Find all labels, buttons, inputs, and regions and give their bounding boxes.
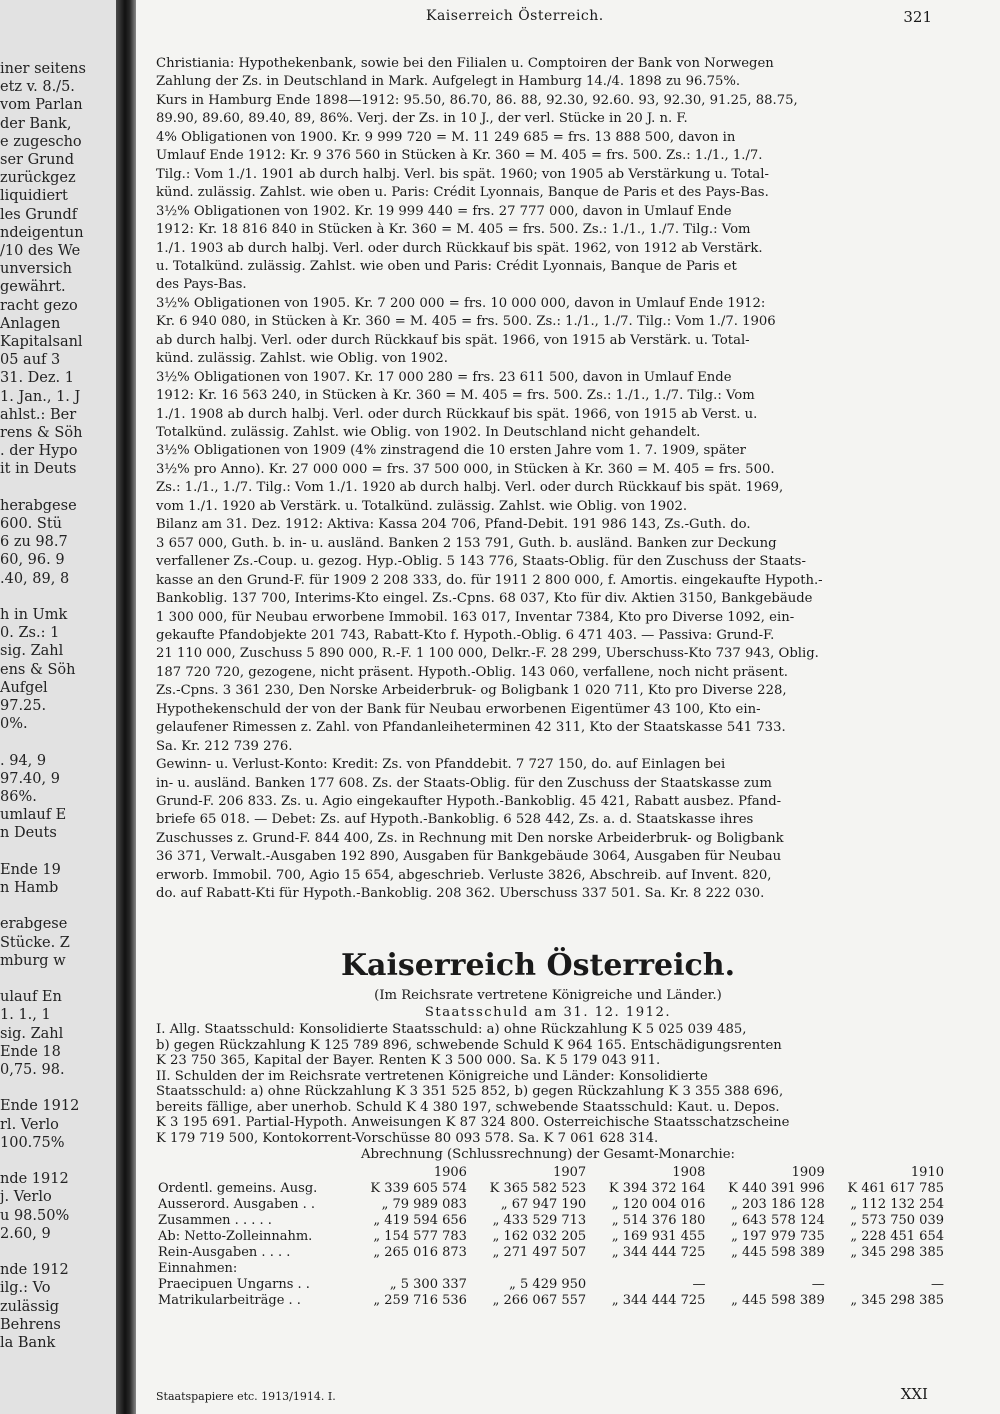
left-page-line: Stücke. Z xyxy=(0,934,70,951)
left-page-line: erabgese xyxy=(0,916,68,933)
left-page-line: nde 1912 xyxy=(0,1171,69,1188)
text-line: do. auf Rabatt-Kti für Hypoth.-Bankoblig. 208 362. Überschuss 337 501. Sa. Kr. 8 222 030. xyxy=(156,886,765,902)
row-label: Ausserord. Ausgaben . . xyxy=(158,1197,316,1212)
row-label: Matrikularbeiträge . . xyxy=(158,1293,301,1308)
text-line: 1./1. 1908 ab durch halbj. Verl. oder durch Rückkauf bis spät. 1966, von 1915 ab Verst. u. xyxy=(156,406,758,422)
table-cell: „ 643 578 124 xyxy=(731,1213,825,1228)
left-page-line: liquidiert xyxy=(0,188,68,205)
table-cell: „ 433 529 713 xyxy=(492,1213,587,1228)
table-cell: „ 266 067 557 xyxy=(492,1293,587,1308)
left-page-line: nde 1912 xyxy=(0,1262,69,1279)
text-line: Gewinn- u. Verlust-Konto: Kredit: Zs. von Pfanddebit. 7 727 150, do. auf Einlagen bei xyxy=(156,757,726,773)
left-page-line: Ende 1912 xyxy=(0,1098,80,1115)
left-page-line: 31. Dez. 1 xyxy=(0,370,74,387)
text-line: erworb. Immobil. 700, Agio 15 654, abgeschrieb. Verluste 3826, Abschreib. auf Invent. 820, xyxy=(156,867,772,883)
left-page-line: 1. Jan., 1. J xyxy=(0,388,81,405)
text-line: u. Totalkünd. zulässig. Zahlst. wie oben und Paris: Crédit Lyonnais, Banque de Paris et xyxy=(156,258,737,274)
text-line: Staatsschuld: a) ohne Rückzahlung K 3 351 525 852, b) gegen Rückzahlung K 3 355 388 696, xyxy=(156,1084,784,1099)
table-row xyxy=(156,1245,946,1261)
left-page-line: mburg w xyxy=(0,952,66,969)
left-page-line: ulauf En xyxy=(0,989,62,1006)
text-line: Sa. Kr. 212 739 276. xyxy=(156,738,293,754)
left-page-line: 2.60, 9 xyxy=(0,1225,51,1242)
table-header-label xyxy=(156,1165,350,1181)
table-cell: „ 203 186 128 xyxy=(731,1197,825,1212)
left-page-line: 1. 1., 1 xyxy=(0,1007,51,1024)
row-label: Zusammen . . . . . xyxy=(158,1213,272,1228)
table-cell: „ 445 598 389 xyxy=(731,1293,825,1308)
table-cell: — xyxy=(692,1277,706,1292)
table-cell: „ 573 750 039 xyxy=(850,1213,944,1228)
text-line: Christiania: Hypothekenbank, sowie bei den Filialen u. Comptoiren der Bank von Norwegen xyxy=(156,56,774,71)
text-line: 1912: Kr. 16 563 240, in Stücken à Kr. 360 = M. 405 = frs. 500. Zs.: 1./1., 1./7. Tilg.: Vom xyxy=(156,388,755,404)
text-line: des Pays-Bas. xyxy=(156,277,247,293)
year-header: 1910 xyxy=(910,1165,944,1180)
left-page-line: 0,75. 98. xyxy=(0,1062,65,1078)
table-cell xyxy=(588,1261,707,1277)
table-cell: K 394 372 164 xyxy=(608,1181,706,1196)
left-page-line: der Bank, xyxy=(0,115,72,132)
left-page-line: h in Umk xyxy=(0,607,68,623)
left-page-line: 97.25. xyxy=(0,698,47,714)
row-label: Ordentl. gemeins. Ausg. xyxy=(158,1181,318,1196)
left-page-fragment xyxy=(0,0,118,1414)
text-line: 1./1. 1903 ab durch halbj. Verl. oder durch Rückkauf bis spät. 1962, von 1912 ab Verstärk. xyxy=(156,240,763,256)
table-row xyxy=(156,1213,946,1229)
text-line: Kurs in Hamburg Ende 1898—1912: 95.50, 86.70, 86. 88, 92.30, 92.60. 93, 92.30, 91.25, 88.75, xyxy=(156,92,798,108)
left-page-line: 97.40, 9 xyxy=(0,770,60,787)
table-cell: „ 112 132 254 xyxy=(850,1197,944,1212)
left-page-line: 86%. xyxy=(0,789,37,805)
table-cell: „ 259 716 536 xyxy=(373,1293,467,1308)
text-line: in- u. ausländ. Banken 177 608. Zs. der Staats-Oblig. für den Zuschuss der Staatskasse zum xyxy=(156,775,772,791)
table-cell: „ 265 016 873 xyxy=(373,1245,467,1260)
left-page-line: .40, 89, 8 xyxy=(0,570,70,587)
table-cell: K 365 582 523 xyxy=(489,1181,587,1196)
left-page-line: iner seitens xyxy=(0,61,86,77)
table-row xyxy=(156,1261,946,1277)
left-page-line: Aufgel xyxy=(0,679,48,696)
text-line: Totalkünd. zulässig. Zahlst. wie Oblig. von 1902. In Deutschland nicht gehandelt. xyxy=(156,425,701,440)
table-row xyxy=(156,1181,946,1197)
table-cell: K 440 391 996 xyxy=(728,1181,825,1196)
table-cell: „ 419 594 656 xyxy=(373,1213,467,1228)
left-page-line: e zugescho xyxy=(0,133,82,150)
table-row xyxy=(156,1197,946,1213)
left-page-line: unversich xyxy=(0,261,72,278)
left-page-line: herabgese xyxy=(0,497,77,514)
text-line: 89.90, 89.60, 89.40, 89, 86%. Verj. der Zs. in 10 J., der verl. Stücke in 20 J. n. F. xyxy=(156,111,688,127)
text-line: 4% Obligationen von 1900. Kr. 9 999 720 = M. 11 249 685 = frs. 13 888 500, davon in xyxy=(156,129,736,145)
left-page-line: 6 zu 98.7 xyxy=(0,534,68,551)
left-page-line: j. Verlo xyxy=(0,1189,52,1206)
row-label: Praecipuen Ungarns . . xyxy=(158,1277,310,1292)
text-line: I. Allg. Staatsschuld: Konsolidierte Staatsschuld: a) ohne Rückzahlung K 5 025 039 485, xyxy=(156,1022,747,1037)
left-page-line: . 94, 9 xyxy=(0,752,47,769)
year-header: 1907 xyxy=(553,1165,587,1180)
left-page-line: zulässig xyxy=(0,1298,60,1315)
left-page-line: /10 des We xyxy=(0,243,81,259)
text-line: b) gegen Rückzahlung K 125 789 896, schwebende Schuld K 964 165. Entschädigungsrenten xyxy=(156,1037,782,1053)
left-page-line: ahlst.: Ber xyxy=(0,406,77,423)
text-line: II. Schulden der im Reichsrate vertretenen Königreiche und Länder: Konsolidierte xyxy=(156,1068,708,1084)
text-line: bereits fällige, aber unerhob. Schuld K 4 380 197, schwebende Staatsschuld: Kaut. u. Depos. xyxy=(156,1099,780,1115)
left-page-line: la Bank xyxy=(0,1335,56,1351)
left-page-line: Anlagen xyxy=(0,315,61,332)
text-line: Tilg.: Vom 1./1. 1901 ab durch halbj. Verl. bis spät. 1960; von 1905 ab Verstärkung u. Total- xyxy=(156,166,769,182)
left-page-line: 100.75% xyxy=(0,1134,65,1151)
text-line: Bankoblig. 137 700, Interims-Kto eingel. Zs.-Cpns. 68 037, Kto für div. Aktien 3150, Bankgebäude xyxy=(156,591,813,607)
left-page-line: umlauf E xyxy=(0,807,67,824)
text-line: Zuschusses z. Grund-F. 844 400, Zs. in Rechnung mit Den norske Arbeiderbruk- og Boligbank xyxy=(156,830,784,846)
text-line: künd. zulässig. Zahlst. wie oben u. Paris: Crédit Lyonnais, Banque de Paris et des Pays-Bas. xyxy=(156,185,769,201)
text-line: Kr. 6 940 080, in Stücken à Kr. 360 = M. 405 = frs. 500. Zs.: 1./1., 1./7. Tilg.: Vom 1./7. 1906 xyxy=(156,314,776,330)
table-cell: — xyxy=(931,1277,944,1292)
left-page-line: . der Hypo xyxy=(0,443,78,460)
budget-table xyxy=(156,1165,946,1309)
text-line: 3½% Obligationen von 1909 (4% zinstragend die 10 ersten Jahre vom 1. 7. 1909, später xyxy=(156,443,746,459)
table-row xyxy=(156,1293,946,1309)
left-page-line: it in Deuts xyxy=(0,461,77,478)
right-page xyxy=(136,0,1000,1414)
text-line: 36 371, Verwalt.-Ausgaben 192 890, Ausgaben für Bankgebäude 3064, Ausgaben für Neubau xyxy=(156,849,782,865)
text-line: 1 300 000, für Neubau erworbene Immobil. 163 017, Inventar 7384, Kto pro Diverse 1092, ein- xyxy=(156,609,795,625)
table-row xyxy=(156,1277,946,1293)
table-cell: — xyxy=(811,1277,825,1292)
table-header-row xyxy=(156,1165,946,1181)
text-line: 187 720 720, gezogene, nicht präsent. Hypoth.-Oblig. 143 060, verfallene, noch nicht präsent. xyxy=(156,664,788,680)
table-cell: K 461 617 785 xyxy=(847,1181,944,1196)
section-subtitle: (Im Reichsrate vertretene Königreiche und Länder.) xyxy=(374,988,722,1003)
left-page-line: Ende 18 xyxy=(0,1043,61,1060)
left-page-line: Ende 19 xyxy=(0,861,61,878)
left-page-line: Behrens xyxy=(0,1316,61,1333)
text-line: K 23 750 365, Kapital der Bayer. Renten K 3 500 000. Sa. K 5 179 043 911. xyxy=(156,1053,661,1068)
table-cell: „ 345 298 385 xyxy=(850,1245,944,1260)
text-line: 21 110 000, Zuschuss 5 890 000, R.-F. 1 100 000, Delkr.-F. 28 299, Überschuss-Kto 737 943, Oblig. xyxy=(156,646,819,662)
text-line: Umlauf Ende 1912: Kr. 9 376 560 in Stücken à Kr. 360 = M. 405 = frs. 500. Zs.: 1./1., 1./7. xyxy=(156,148,763,164)
table-cell: K 339 605 574 xyxy=(370,1181,467,1196)
text-line: Hypothekenschuld der von der Bank für Neubau erworbenen Eigentümer 43 100, Kto ein- xyxy=(156,701,761,717)
left-page-line: sig. Zahl xyxy=(0,643,64,660)
table-cell xyxy=(350,1261,469,1277)
row-label: Ab: Netto-Zolleinnahm. xyxy=(158,1229,313,1244)
left-page-line: racht gezo xyxy=(0,297,78,314)
text-line: briefe 65 018. — Debet: Zs. auf Hypoth.-Bankoblig. 6 528 442, Zs. a. d. Staatskasse ihres xyxy=(156,812,754,828)
text-line: K 3 195 691. Partial-Hypoth. Anweisungen K 87 324 800. Österreichische Staatsschatzscheine xyxy=(156,1115,790,1130)
section-subheading: Staatsschuld am 31. 12. 1912. xyxy=(424,1005,672,1020)
text-line: K 179 719 500, Kontokorrent-Vorschüsse 80 093 578. Sa. K 7 061 628 314. xyxy=(156,1130,659,1146)
text-line: Zs.: 1./1., 1./7. Tilg.: Vom 1./1. 1920 ab durch halbj. Verl. oder durch Rückkauf bis spät. 1969, xyxy=(156,480,784,496)
text-line: 3½% Obligationen von 1907. Kr. 17 000 280 = frs. 23 611 500, davon in Umlauf Ende xyxy=(156,369,732,385)
left-page-line: rl. Verlo xyxy=(0,1116,59,1133)
left-page-line: ser Grund xyxy=(0,152,75,168)
left-page-line: etz v. 8./5. xyxy=(0,79,75,96)
text-line: gelaufener Rimessen z. Zahl. von Pfandanleiheterminen 42 311, Kto der Staatskasse 541 733. xyxy=(156,720,786,736)
text-line: Zs.-Cpns. 3 361 230, Den Norske Arbeiderbruk- og Boligbank 1 020 711, Kto pro Diverse 228, xyxy=(156,683,787,699)
table-cell: „ 120 004 016 xyxy=(611,1197,706,1212)
table-cell: „ 445 598 389 xyxy=(731,1245,825,1260)
section-title: Kaiserreich Österreich. xyxy=(340,948,736,983)
table-cell xyxy=(707,1261,826,1277)
table-cell: „ 169 931 455 xyxy=(611,1229,706,1244)
left-page-line: ens & Söh xyxy=(0,661,76,678)
text-line: kasse an den Grund-F. für 1909 2 208 333, do. für 1911 2 800 000, f. Amortis. eingekaufte Hypoth.- xyxy=(156,572,823,588)
page-number: 321 xyxy=(903,8,932,26)
signature-mark: XXI xyxy=(900,1385,928,1403)
row-label: Einnahmen: xyxy=(158,1261,238,1276)
table-cell xyxy=(827,1261,946,1277)
text-line: 3½% Obligationen von 1902. Kr. 19 999 440 = frs. 27 777 000, davon in Umlauf Ende xyxy=(156,203,732,219)
row-label: Rein-Ausgaben . . . . xyxy=(158,1245,291,1260)
left-page-line: 0. Zs.: 1 xyxy=(0,625,60,642)
table-cell: „ 345 298 385 xyxy=(850,1293,944,1308)
table-cell: „ 5 300 337 xyxy=(389,1277,467,1292)
table-caption: Abrechnung (Schlussrechnung) der Gesamt-Monarchie: xyxy=(360,1147,736,1162)
text-line: 3½% Obligationen von 1905. Kr. 7 200 000 = frs. 10 000 000, davon in Umlauf Ende 1912: xyxy=(156,295,766,311)
table-cell: „ 197 979 735 xyxy=(731,1229,825,1244)
text-line: ab durch halbj. Verl. oder durch Rückkauf bis spät. 1966, von 1915 ab Verstärk. u. Total- xyxy=(156,332,750,348)
text-line: gekaufte Pfandobjekte 201 743, Rabatt-Kto f. Hypoth.-Oblig. 6 471 403. — Passiva: Grund-F. xyxy=(156,627,775,643)
text-line: 1912: Kr. 18 816 840 in Stücken à Kr. 360 = M. 405 = frs. 500. Zs.: 1./1., 1./7. Tilg.: Vom xyxy=(156,222,751,238)
left-page-line: ilg.: Vo xyxy=(0,1280,51,1297)
year-header: 1908 xyxy=(672,1165,706,1180)
table-cell: „ 228 451 654 xyxy=(850,1229,944,1244)
text-line: vom 1./1. 1920 ab Verstärk. u. Totalkünd. zulässig. Zahlst. wie Oblig. von 1902. xyxy=(156,498,688,514)
table-cell: „ 344 444 725 xyxy=(611,1293,706,1308)
left-page-line: 600. Stü xyxy=(0,516,62,532)
left-page-line: n Deuts xyxy=(0,825,57,842)
table-cell xyxy=(469,1261,588,1277)
left-page-line: 0%. xyxy=(0,716,28,733)
left-page-line: ndeigentun xyxy=(0,224,84,241)
table-cell: „ 514 376 180 xyxy=(611,1213,706,1228)
text-line: Bilanz am 31. Dez. 1912: Aktiva: Kassa 204 706, Pfand-Debit. 191 986 143, Zs.-Guth. do. xyxy=(156,517,751,533)
left-page-line: 05 auf 3 xyxy=(0,352,61,369)
year-header: 1909 xyxy=(791,1165,825,1180)
left-page-line: n Hamb xyxy=(0,880,59,896)
table-cell: „ 5 429 950 xyxy=(509,1277,587,1292)
book-gutter xyxy=(116,0,136,1414)
text-line: verfallener Zs.-Coup. u. gezog. Hyp.-Oblig. 5 143 776, Staats-Oblig. für den Zuschuss der Staats- xyxy=(156,554,806,570)
text-line: Zahlung der Zs. in Deutschland in Mark. Aufgelegt in Hamburg 14./4. 1898 zu 96.75%. xyxy=(156,74,741,90)
table-cell: „ 79 989 083 xyxy=(381,1197,467,1212)
table-cell: „ 67 947 190 xyxy=(500,1197,587,1212)
text-line: 3½% pro Anno). Kr. 27 000 000 = frs. 37 500 000, in Stücken à Kr. 360 = M. 405 = frs. 500. xyxy=(156,461,775,477)
left-page-line: gewährt. xyxy=(0,279,66,296)
text-line: Grund-F. 206 833. Zs. u. Agio eingekaufter Hypoth.-Bankoblig. 45 421, Rabatt ausbez. Pfand- xyxy=(156,794,782,809)
table-cell: „ 162 032 205 xyxy=(492,1229,587,1244)
left-page-line: vom Parlan xyxy=(0,97,83,114)
table-cell: „ 154 577 783 xyxy=(373,1229,467,1244)
left-page-line: zurückgez xyxy=(0,170,76,187)
table-cell: „ 271 497 507 xyxy=(492,1245,587,1260)
table-cell: „ 344 444 725 xyxy=(611,1245,706,1260)
page-footer: Staatspapiere etc. 1913/1914. I. xyxy=(156,1390,336,1403)
left-page-line: les Grundf xyxy=(0,206,78,223)
left-page-line: rens & Söh xyxy=(0,425,83,441)
text-line: 3 657 000, Guth. b. in- u. ausländ. Banken 2 153 791, Guth. b. ausländ. Banken zur Deckung xyxy=(156,535,777,551)
table-row xyxy=(156,1229,946,1245)
left-page-line: u 98.50% xyxy=(0,1207,70,1224)
text-line: künd. zulässig. Zahlst. wie Oblig. von 1902. xyxy=(156,351,448,367)
year-header: 1906 xyxy=(433,1165,467,1180)
left-page-line: 60, 96. 9 xyxy=(0,552,65,569)
left-page-line: Kapitalsanl xyxy=(0,334,83,350)
running-header: Kaiserreich Österreich. xyxy=(426,8,604,24)
left-page-line: sig. Zahl xyxy=(0,1025,64,1042)
